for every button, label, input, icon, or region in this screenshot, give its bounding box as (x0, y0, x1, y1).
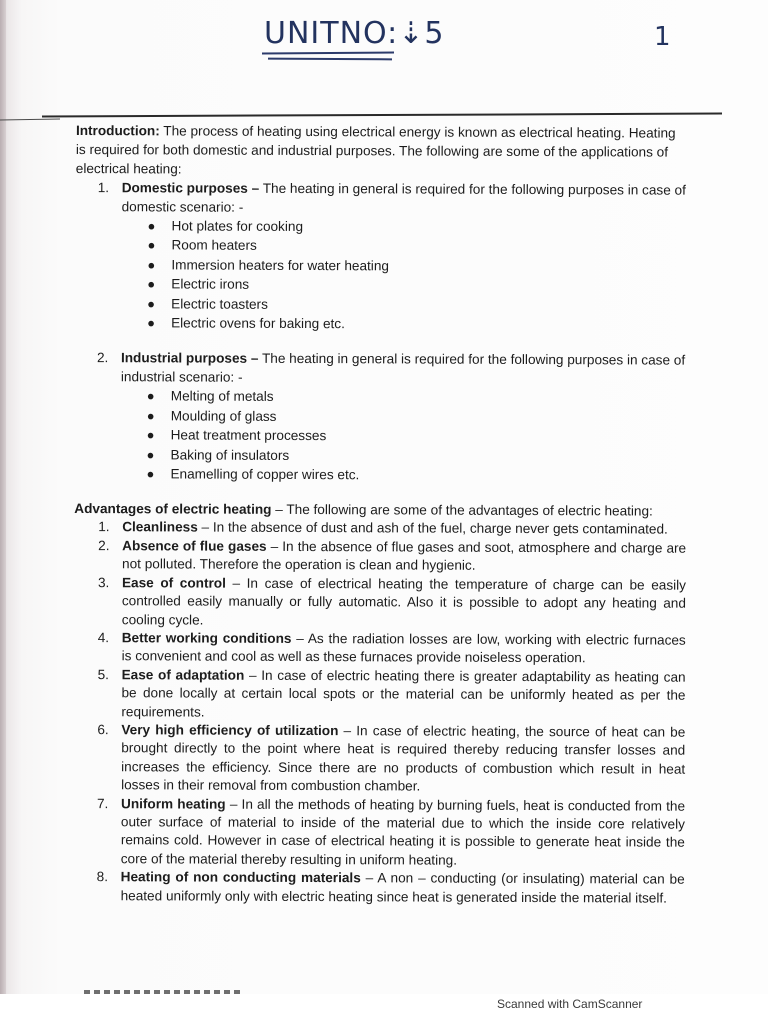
item-number: 2. (96, 350, 109, 366)
header-rule (42, 113, 722, 118)
list-item: ● Immersion heaters for water heating (147, 257, 390, 274)
item-number: 6. (97, 722, 109, 738)
item-title: Better working conditions (121, 630, 292, 646)
title-underline (262, 52, 394, 55)
handwritten-unit-title: UNITNO:⇣5 (264, 16, 445, 51)
bullet-icon: ● (147, 295, 156, 311)
item-text: The heating in general is required for the following purposes in case of domestic scenario: - (121, 180, 686, 215)
bullet-icon: ● (146, 408, 155, 424)
advantage-item (73, 868, 685, 907)
item-title: Ease of adaptation (121, 666, 245, 683)
item-text: – In the absence of flue gases and soot, atmosphere and charge are not polluted. Therefore the operation is clean and hygienic. (122, 538, 687, 574)
bullet-icon: ● (146, 466, 155, 482)
item-text: – As the radiation losses are low, working with electric furnaces is convenient and cool as well as these furnaces provide noiseless operation. (121, 630, 686, 666)
list-item: ● Room heaters (147, 237, 257, 254)
item-title: Ease of control (121, 574, 226, 591)
list-item: ● Electric ovens for baking etc. (147, 315, 345, 332)
item-text: – A non – conducting (or insulating) material can be heated uniformly only with electric heating since heat is generated inside the material itself. (120, 870, 685, 906)
camscanner-watermark: Scanned with CamScanner (497, 997, 643, 1011)
item-title: Cleanliness (122, 519, 198, 536)
item-text: – In all the methods of heating by burning fuels, heat is conducted from the outer surface of material to inside of the material due to which the inside core relatively remains cold. However in case of electrical heating it is possible to generate heat inside the core of the material thereby resulting in uniform heating. (120, 796, 686, 868)
bullet-list (74, 386, 686, 486)
page-left-edge-shadow (0, 0, 6, 994)
advantage-item (74, 629, 686, 668)
list-item: ● Electric irons (147, 276, 250, 292)
bullet-icon: ● (147, 315, 156, 331)
item-text: – In case of electric heating there is greater adaptability as heating can be done locally at certain local spots or the material can be uniformly heated as per the requirements. (121, 667, 686, 720)
bullet-icon: ● (147, 257, 156, 273)
advantages-label: Advantages of electric heating (74, 501, 272, 518)
item-title: Industrial purposes – (120, 350, 259, 367)
application-item (75, 348, 687, 389)
bullet-icon: ● (146, 388, 155, 404)
bullet-icon: ● (147, 218, 156, 234)
bullet-icon: ● (146, 427, 155, 443)
advantage-item (74, 537, 686, 576)
list-item: ● Baking of insulators (146, 446, 290, 463)
item-number: 7. (96, 795, 109, 811)
item-number: 2. (98, 537, 110, 554)
list-item: ● Melting of metals (146, 388, 274, 405)
advantage-item (73, 795, 685, 871)
scanner-footer (0, 994, 768, 1024)
intro-text: The process of heating using electrical energy is known as electrical heating. Heating is required for both domestic and industrial purposes. The following are some of the applications of electrical heating: (75, 123, 676, 177)
header-rule-stub (0, 118, 60, 120)
item-text: The heating in general is required for the following purposes in case of industrial scenario: - (120, 351, 686, 386)
item-number: 8. (96, 869, 109, 885)
list-item: ● Heat treatment processes (146, 427, 327, 444)
advantage-item (74, 574, 686, 632)
list-item: ● Moulding of glass (146, 408, 277, 424)
advantages-text: – The following are some of the advantages of electric heating: (275, 502, 653, 519)
title-underline (268, 58, 392, 61)
document-body (73, 121, 688, 908)
item-title: Very high efficiency of utilization (121, 722, 339, 739)
item-number: 4. (97, 630, 110, 646)
item-text: – In case of electric heating, the source of heat can be brought directly to the point where heat is required thereby reducing transfer losses and increases the efficiency. Since there are no products of combustion which result in heat losses in their removal from combustion chamber. (121, 723, 686, 794)
introduction-paragraph (76, 121, 688, 181)
handwritten-page-number: 1 (654, 22, 671, 52)
item-title: Domestic purposes – (121, 180, 260, 196)
advantage-item (73, 721, 685, 797)
item-number: 1. (97, 180, 110, 196)
item-text: – In the absence of dust and ash of the fuel, charge never gets contaminated. (201, 520, 668, 538)
advantage-item (73, 666, 685, 724)
item-number: 3. (97, 574, 110, 590)
list-item: ● Electric toasters (147, 295, 268, 312)
bullet-icon: ● (146, 446, 155, 463)
item-number: 1. (98, 519, 110, 535)
application-item (76, 178, 688, 219)
bullet-icon: ● (147, 237, 156, 253)
list-item: ● Enamelling of copper wires etc. (146, 466, 360, 483)
item-text: – In case of electrical heating the temperature of charge can be easily controlled easily manually or fully automatic. Also it is possible to adopt any heating and cooling cycle. (121, 575, 687, 628)
item-title: Uniform heating (120, 795, 226, 812)
item-title: Absence of flue gases (122, 538, 267, 554)
item-number: 5. (97, 666, 109, 682)
item-title: Heating of non conducting materials (120, 869, 361, 886)
bullet-list (75, 216, 688, 335)
bullet-icon: ● (147, 276, 156, 292)
list-item: ● Hot plates for cooking (147, 218, 304, 234)
intro-label: Introduction: (75, 122, 160, 139)
